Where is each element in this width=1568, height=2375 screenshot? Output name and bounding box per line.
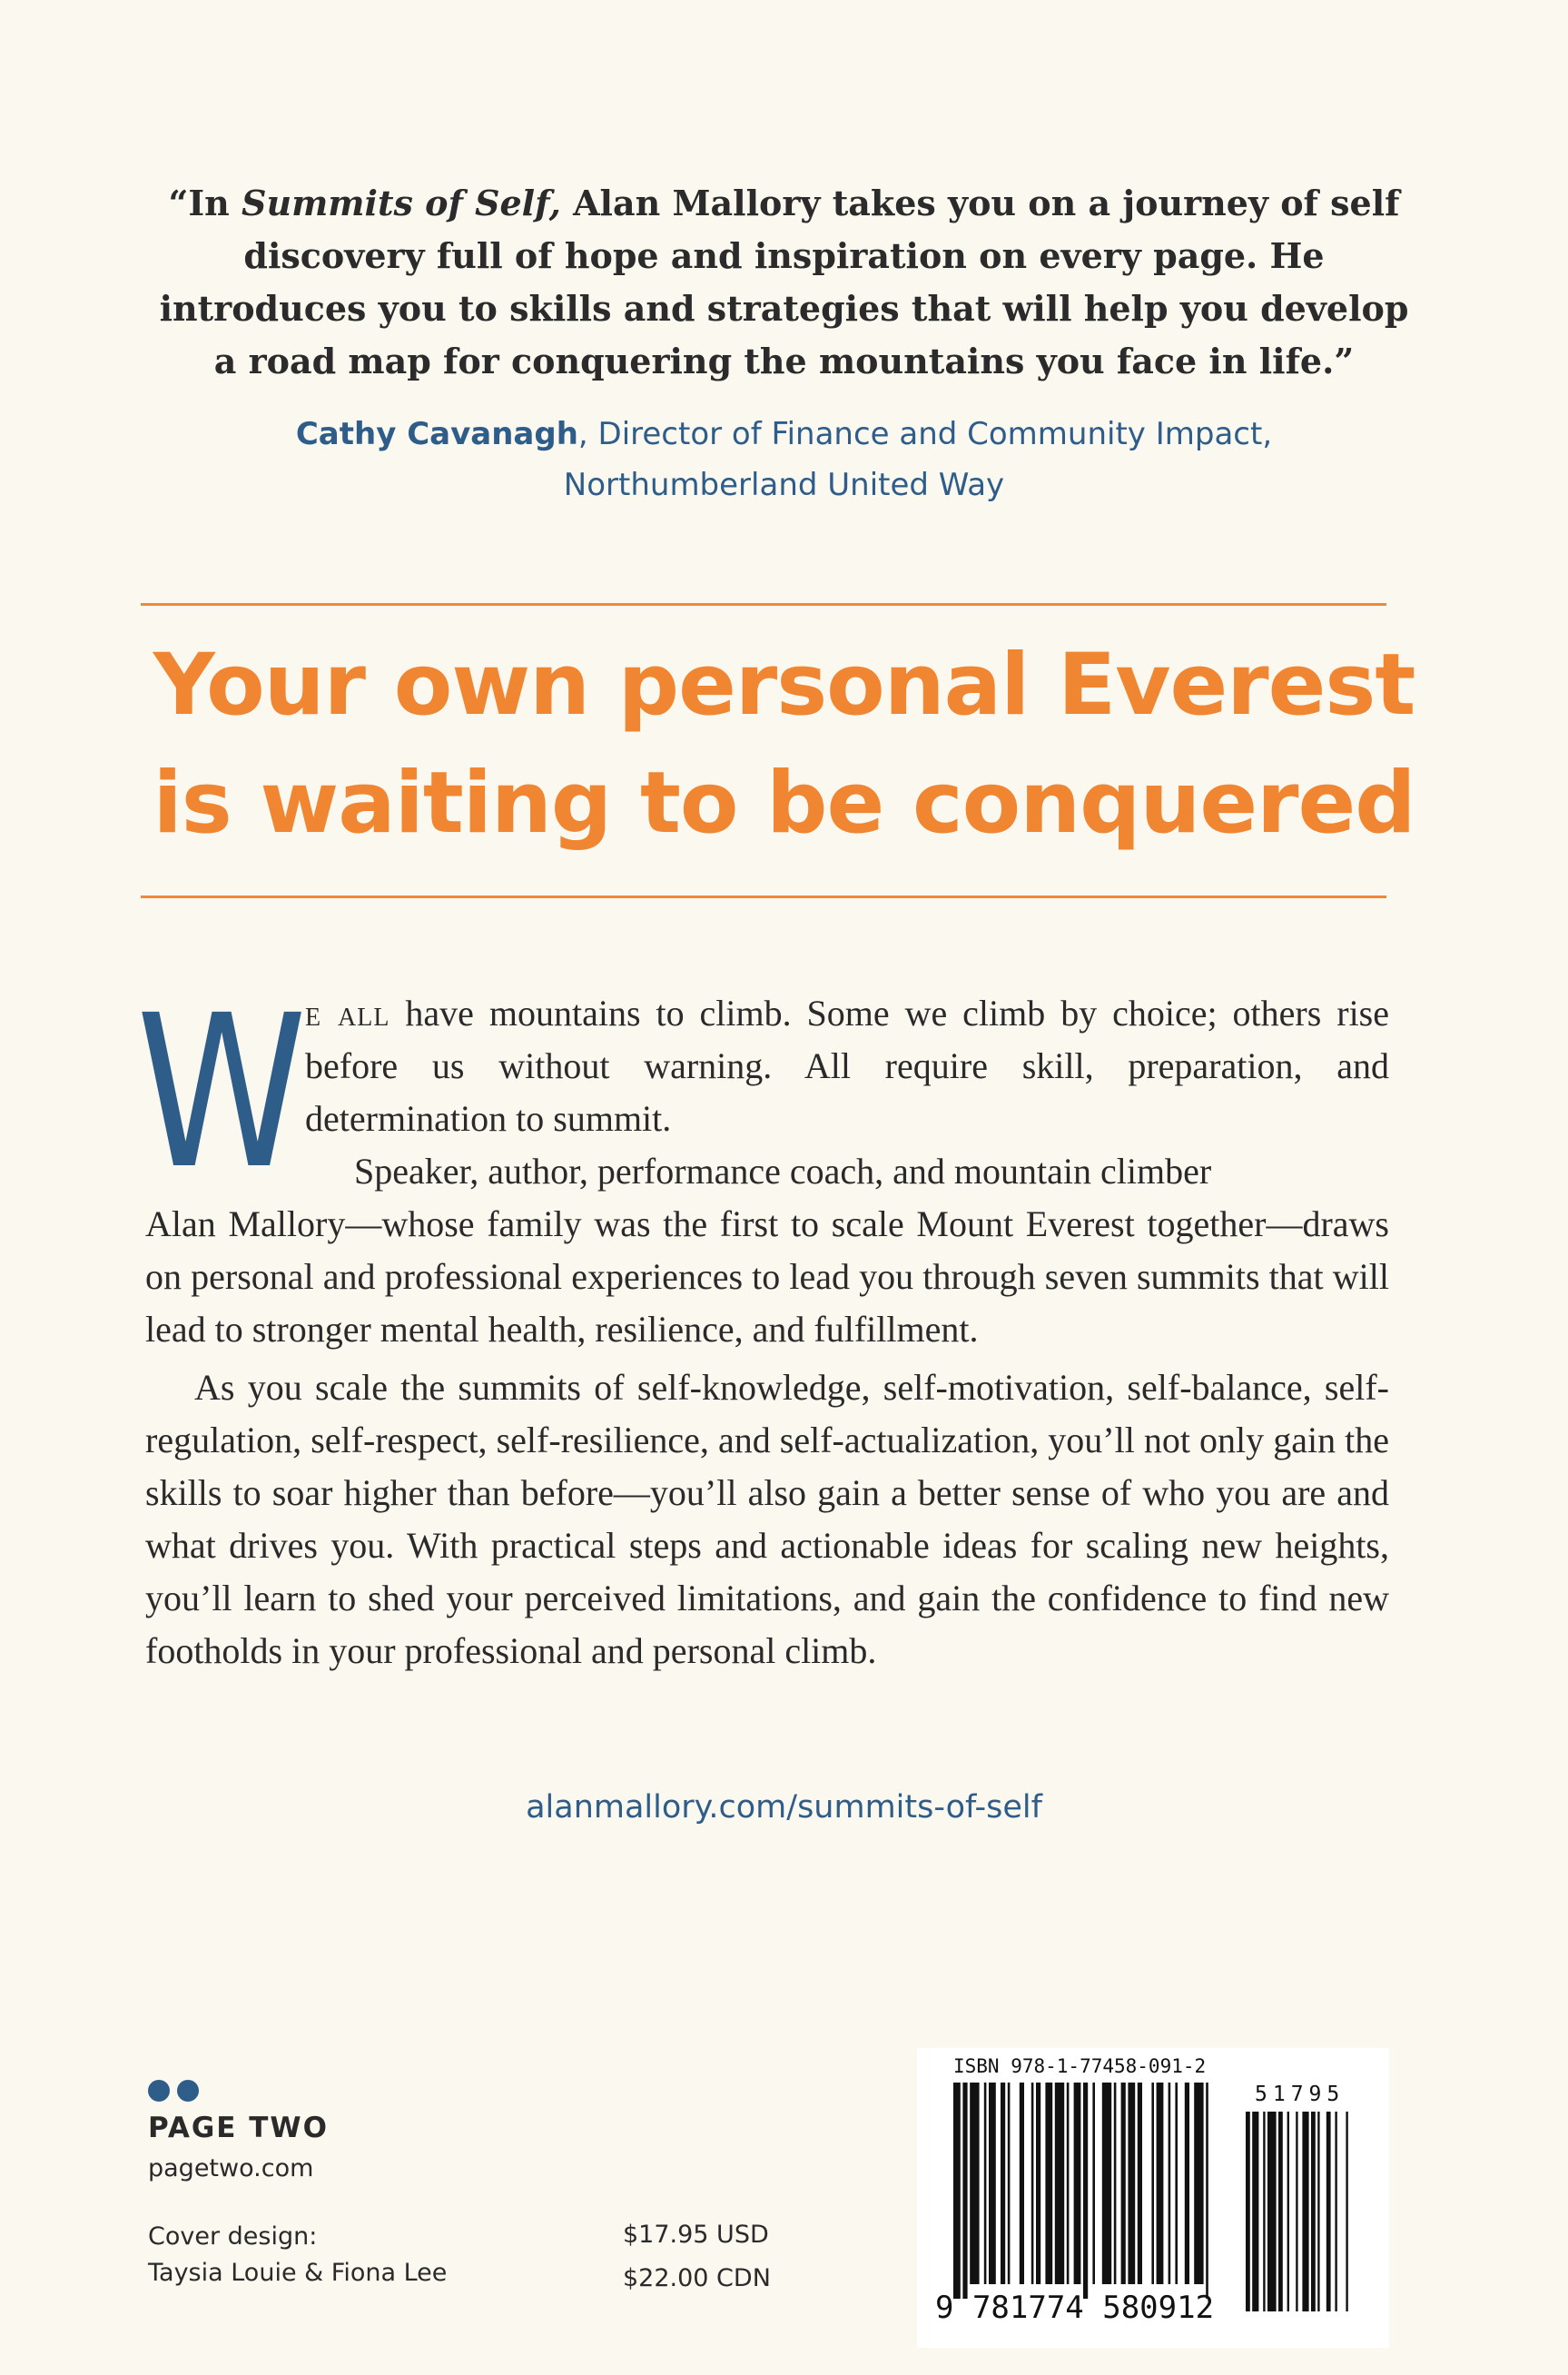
price-cdn: $22.00 CDN [623, 2264, 771, 2292]
paragraph-1-text: have mountains to climb. Some we climb by choice; others rise before us without warning. All require skill, preparation, and determination to summit. [305, 993, 1389, 1139]
cover-credit [148, 2219, 447, 2291]
website-link[interactable]: alanmallory.com/summits-of-self [526, 1789, 1042, 1826]
quote-open: “In [168, 183, 242, 223]
paragraph-2-text: Alan Mallory—whose family was the first to scale Mount Everest together—draws on personal and professional experiences to lead you through seven summits that will lead to stronger mental health, resilience, and fulfillment. [145, 1203, 1389, 1350]
headline [118, 627, 1450, 863]
attribution-name: Cathy Cavanagh [295, 416, 578, 452]
ean-digits: 9 781774 580912 [935, 2290, 1215, 2326]
paragraph-2-first-line: Speaker, author, performance coach, and mountain climber [354, 1151, 1212, 1192]
paragraph-1-smallcaps: e all [305, 993, 390, 1034]
paragraph-1 [145, 987, 1389, 1145]
logo-dot-icon [177, 2080, 199, 2102]
isbn-number: ISBN 978-1-77458-091-2 [953, 2055, 1207, 2077]
logo-dot-icon [148, 2080, 170, 2102]
publisher-site: pagetwo.com [148, 2154, 314, 2182]
quote-text: Alan Mallory takes you on a journey of self discovery full of hope and inspiration on every page. He introduces you to skills and strategies that will help you develop a road map for conquering the mountains you face in life.” [159, 183, 1409, 381]
price-usd: $17.95 USD [623, 2221, 769, 2249]
quote-book-title: Summits of Self, [242, 183, 561, 223]
cover-credit-designers: Taysia Louie & Fiona Lee [148, 2259, 448, 2287]
top-divider [141, 603, 1386, 606]
publisher-logo-dots [148, 2080, 206, 2106]
publisher-name: PAGE TWO [148, 2112, 329, 2144]
paragraph-3: As you scale the summits of self-knowledge, self-motivation, self-balance, self-regulation, self-respect, self-resilience, and self-actualization, you’ll not only gain the skills to soar higher than before—you’ll also gain a better sense of who you are and what drives you. With practical steps and actionable ideas for scaling new heights, you’ll learn to shed your perceived limitations, and gain the confidence to find new footholds in your professional and personal climb. [145, 1367, 1389, 1671]
attribution-org: Northumberland United Way [563, 467, 1005, 503]
blurb-quote [145, 177, 1423, 388]
bottom-divider [141, 896, 1386, 898]
barcode-price-code: 51795 [1255, 2083, 1346, 2106]
description-body [145, 987, 1389, 1677]
barcode [917, 2048, 1389, 2348]
prices [623, 2213, 771, 2301]
attribution-role: , Director of Finance and Community Impact, [577, 416, 1273, 452]
headline-line-2: is waiting to be conquered [153, 754, 1415, 853]
drop-cap: W [136, 970, 308, 1215]
headline-line-1: Your own personal Everest [153, 636, 1415, 735]
blurb-attribution [145, 409, 1423, 510]
cover-credit-label: Cover design: [148, 2222, 318, 2251]
